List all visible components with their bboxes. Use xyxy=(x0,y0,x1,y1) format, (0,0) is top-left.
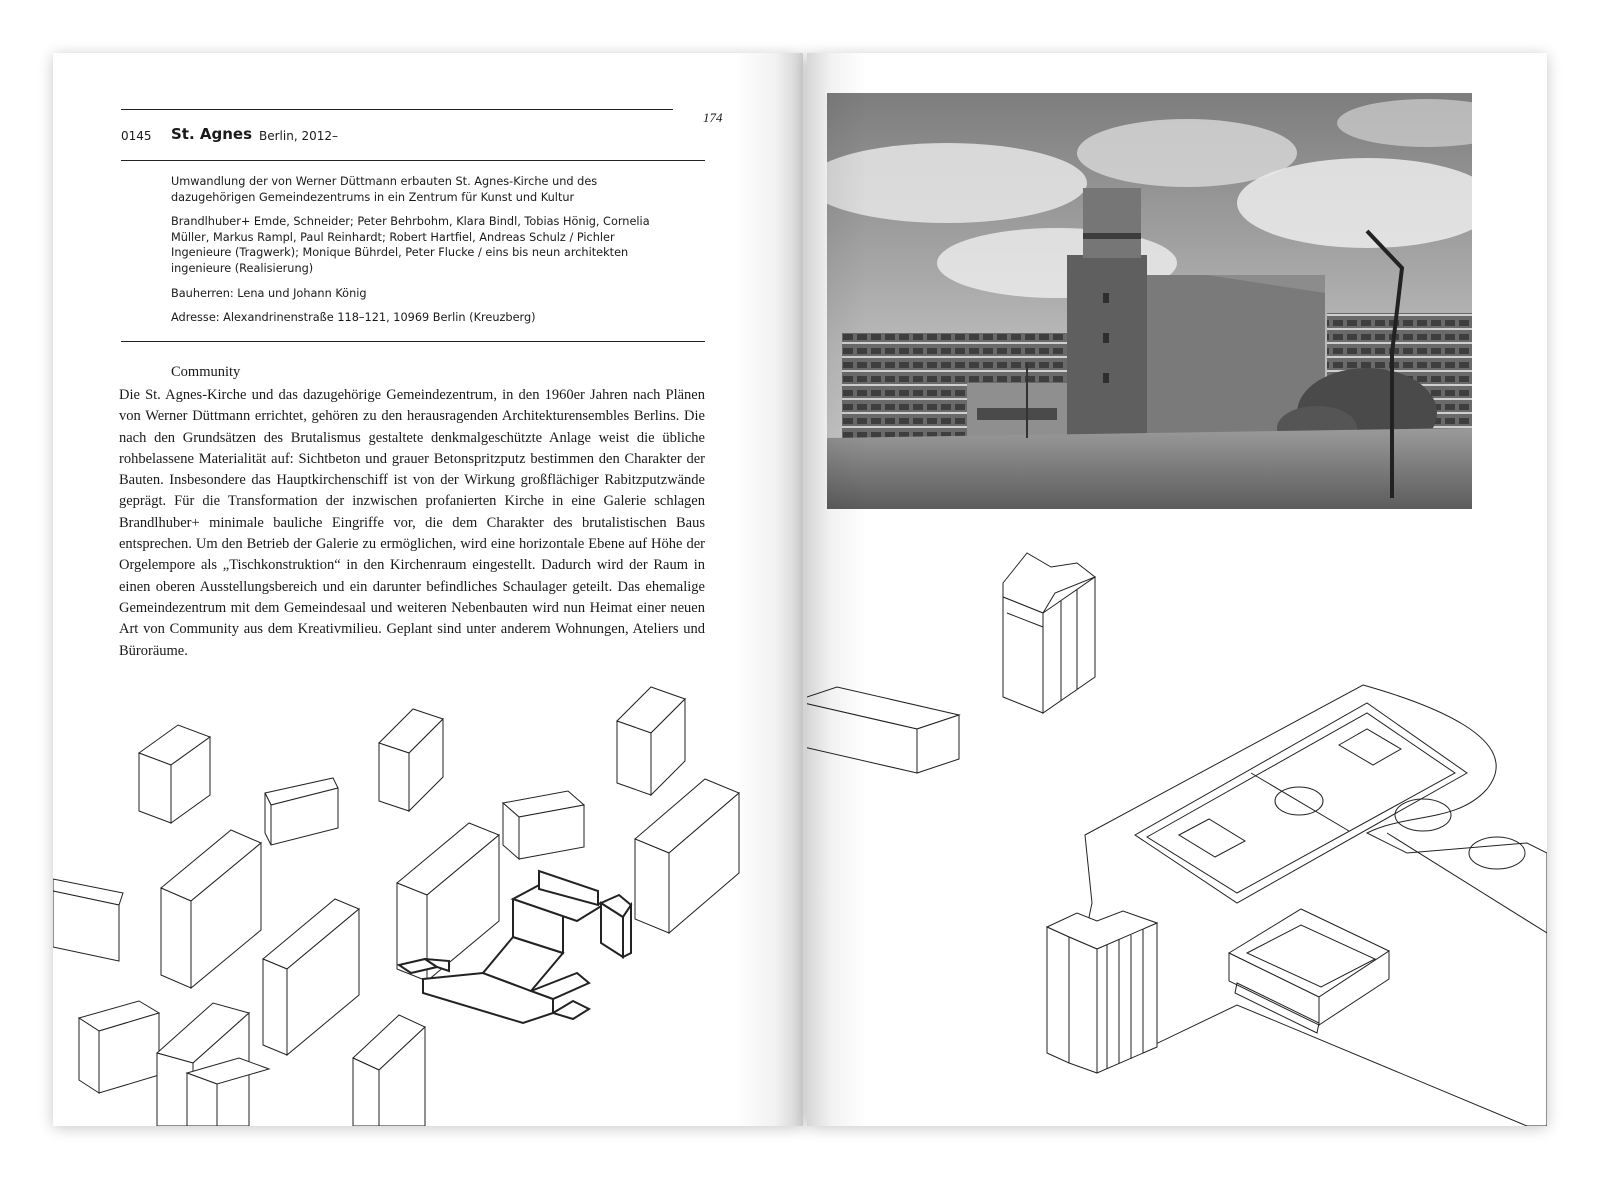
iso-building xyxy=(1047,911,1157,1073)
iso-building xyxy=(1003,553,1095,713)
isometric-site-drawing-left xyxy=(53,53,803,1126)
entry-location: Berlin, 2012– xyxy=(259,129,338,143)
iso-building xyxy=(397,823,499,981)
iso-building xyxy=(353,1015,425,1126)
entry-title: St. Agnes xyxy=(171,125,253,143)
section-heading: Community xyxy=(171,364,241,380)
project-address: Adresse: Alexandrinenstraße 118–121, 10969 Berlin (Kreuzberg) xyxy=(171,311,536,325)
iso-building xyxy=(263,899,359,1055)
right-page xyxy=(807,53,1547,1126)
iso-building xyxy=(53,879,123,961)
iso-building xyxy=(265,778,338,845)
sports-ground xyxy=(1084,685,1547,1126)
iso-building xyxy=(503,791,584,859)
iso-building xyxy=(379,709,443,811)
project-description: Umwandlung der von Werner Düttmann erbauten St. Agnes-Kirche und des dazugehörigen Gemeindezentrums in ein Zentrum für Kunst und Kultur xyxy=(171,175,598,204)
iso-building xyxy=(617,687,685,795)
iso-building xyxy=(161,830,261,988)
entry-number: 0145 xyxy=(121,129,152,143)
iso-building xyxy=(635,779,739,933)
page-number: 174 xyxy=(703,110,723,125)
iso-building xyxy=(79,1001,159,1093)
left-page xyxy=(53,53,803,1126)
iso-building xyxy=(1229,909,1389,1033)
iso-building xyxy=(807,687,959,773)
isometric-site-drawing-right xyxy=(807,53,1547,1126)
project-team: Brandlhuber+ Emde, Schneider; Peter Behrbohm, Klara Bindl, Tobias Hönig, Cornelia Müller, Markus Rampl, Paul Reinhardt; Robert Hartfiel, Andreas Schulz / Pichler Ingenieure (Tragwerk); Monique Bührdel, Peter Flucke / eins bis neun architekten ingenieure (Realisierung) xyxy=(171,215,650,275)
project-clients: Bauherren: Lena und Johann König xyxy=(171,286,367,300)
body-text: Die St. Agnes-Kirche und das dazugehörige Gemeindezentrum, in den 1960er Jahren nach Plänen von Werner Düttmann errichtet, gehören zu den herausragenden Architekturensembles Berlins. Die nach den Grundsätzen des Brutalismus gestaltete denkmalgeschützte Anlage weist die übliche rohbelassene Materialität auf: Sichtbeton und grauer Betonspritzputz bestimmen den Charakter der Bauten. Insbesondere das Hauptkirchenschiff ist von der Wirkung großflächiger Rabitzputzwände geprägt. Für die Transformation der inzwischen profanierten Kirche in eine Galerie schlagen Brandlhuber+ minimale bauliche Eingriffe vor, die dem Charakter des brutalistischen Baus entsprechen. Um den Betrieb der Galerie zu ermöglichen, wird eine horizontale Ebene auf Höhe der Orgelempore als „Tischkonstruktion“ in den Kirchenraum eingestellt. Dadurch wird der Raum in einen oberen Ausstellungsbereich und ein darunter befindliches Schaulager geteilt. Das ehemalige Gemeindezentrum mit dem Gemeindesaal und weiteren Nebenbauten wird nun Heimat einer neuen Art von Community aus dem Kreativmilieu. Geplant sind unter anderem Wohnungen, Ateliers und Büroräume. xyxy=(119,387,705,659)
iso-building xyxy=(139,725,210,823)
